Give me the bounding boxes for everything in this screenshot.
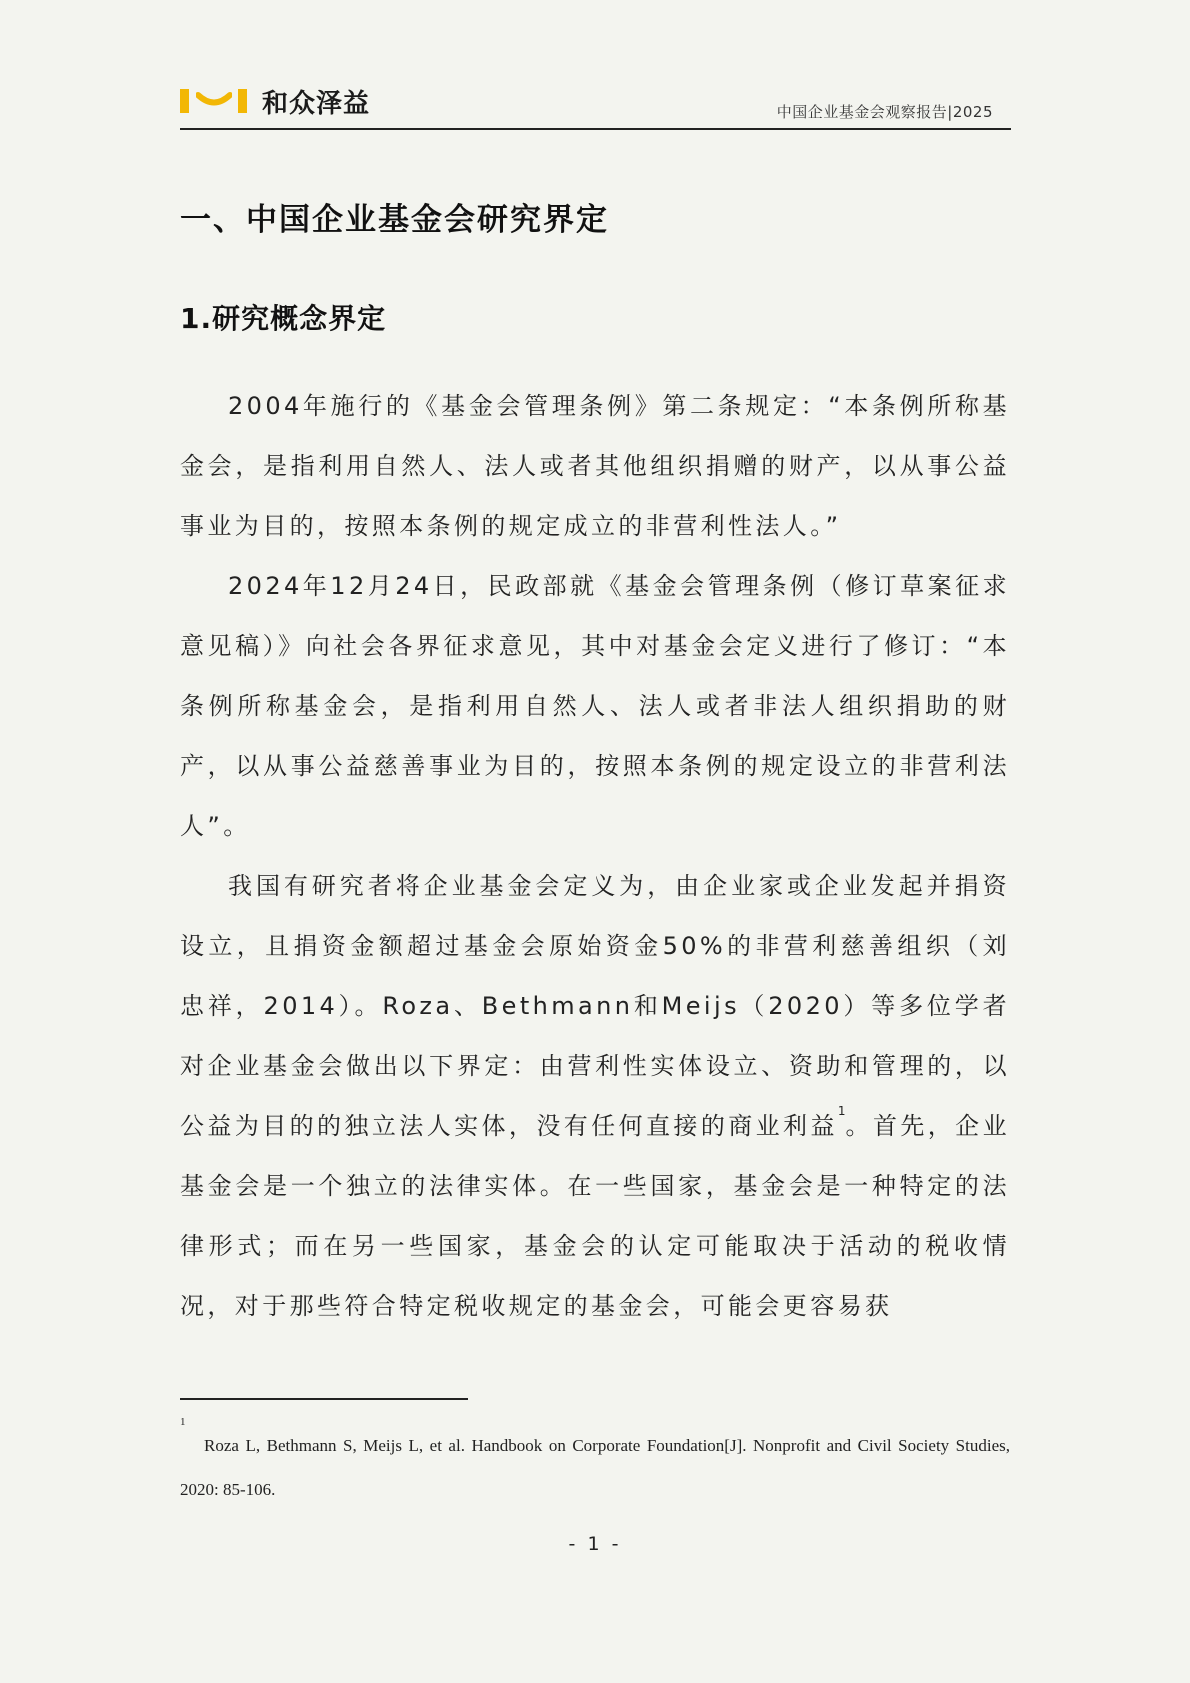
paragraph-2: 2024年12月24日，民政部就《基金会管理条例（修订草案征求意见稿）》向社会各界征求意见，其中对基金会定义进行了修订：“本条例所称基金会，是指利用自然人、法人或者非法人组织捐助的财产，以从事公益慈善事业为目的，按照本条例的规定设立的非营利法人”。 bbox=[180, 572, 1010, 840]
footnote-marker: 1 bbox=[180, 1416, 186, 1428]
page-header bbox=[180, 84, 1011, 130]
brand-name: 和众泽益 bbox=[262, 88, 371, 119]
subsection-heading: 1.研究概念界定 bbox=[180, 302, 387, 335]
report-title: 中国企业基金会观察报告|2025 bbox=[776, 103, 993, 121]
paragraph-3 bbox=[180, 856, 1010, 1336]
footnote-divider bbox=[180, 1398, 468, 1400]
logo-mark-icon bbox=[180, 86, 248, 116]
section-heading: 一、中国企业基金会研究界定 bbox=[180, 202, 609, 238]
page-number: - 1 - bbox=[568, 1533, 622, 1555]
paragraph-3-text-b: 。首先，企业基金会是一个独立的法律实体。在一些国家，基金会是一种特定的法律形式；而在另一些国家，基金会的认定可能取决于活动的税收情况，对于那些符合特定税收规定的基金会，可能会更容易获 bbox=[180, 1112, 1010, 1320]
paragraph-1: 2004年施行的《基金会管理条例》第二条规定：“本条例所称基金会，是指利用自然人、法人或者其他组织捐赠的财产，以从事公益事业为目的，按照本条例的规定成立的非营利性法人。” bbox=[180, 392, 1010, 540]
body-text bbox=[180, 376, 1010, 1336]
paragraph-3-text-a: 我国有研究者将企业基金会定义为，由企业家或企业发起并捐资设立，且捐资金额超过基金会原始资金50%的非营利慈善组织（刘忠祥，2014）。Roza、Bethmann和Meijs（2020）等多位学者对企业基金会做出以下界定：由营利性实体设立、资助和管理的，以公益为目的的独立法人实体，没有任何直接的商业利益 bbox=[180, 872, 1010, 1140]
brand-logo bbox=[180, 86, 371, 119]
footnote-reference[interactable]: 1 bbox=[837, 1104, 846, 1118]
footnote-text: Roza L, Bethmann S, Meijs L, et al. Handbook on Corporate Foundation[J]. Nonprofit and Civil Society Studies, 2020: 85-106. bbox=[180, 1436, 1010, 1499]
footnote bbox=[180, 1416, 1010, 1512]
